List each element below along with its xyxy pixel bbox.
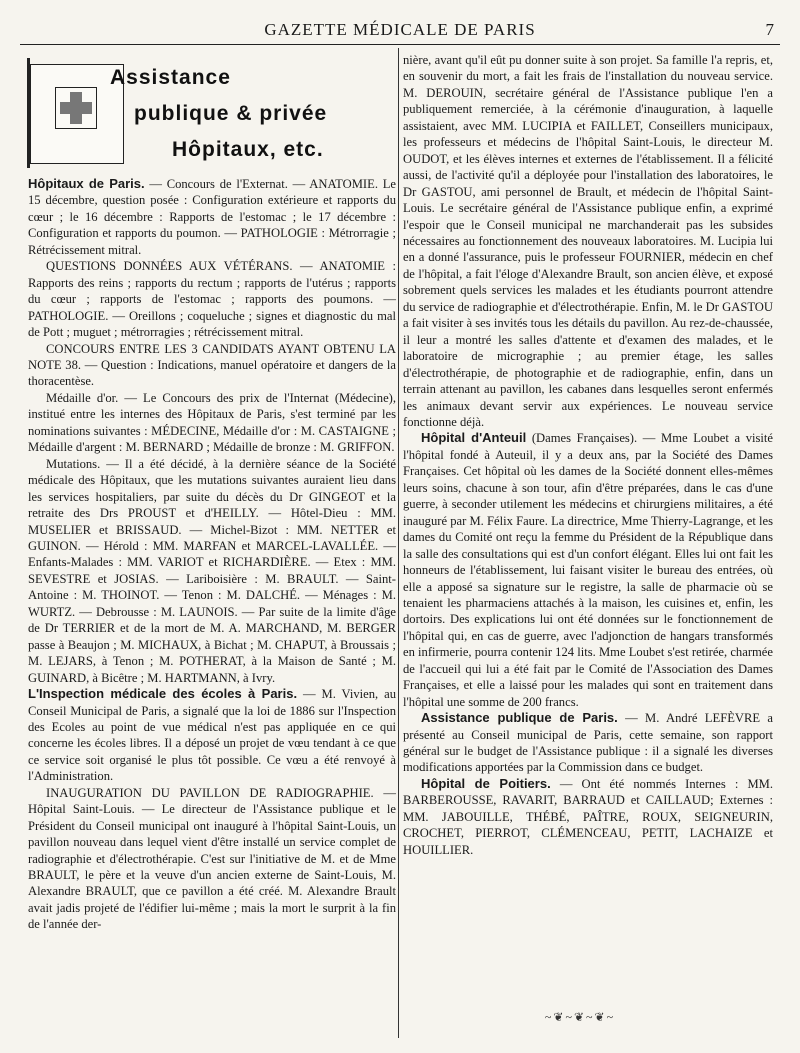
paragraph: Hôpital d'Anteuil (Dames Françaises). — Mme Loubet a visité l'hôpital fondé à Auteuil, il y a deux ans, par la Société des Dames Françaises. Cet hôpital où les dames de la Société donnent elles-mêmes leurs soins, chacune à son tour, afin d'être préparées, dans le cas d'une guerre, à seconder utilement les médecins et chirurgiens militaires, a été inauguré par M. Félix Faure. La directrice, Mme Thierry-Lagrange, et les dames du Comité ont reçu la femme du Président de la République dans la salle des consultations qui est d'un confort élégant. Elles lui ont fait les honneurs de l'établissement, lui faisant visiter le bureau des entrées, où elle a apposé sa signature sur le registre, la salle de pharmacie où se tenaient les pharmaciens attachés à la maison, les cuisines et, enfin, les dortoirs. Des explications lui ont été données sur le fonctionnement de l'hôpital qui, en cas de guerre, avec l'adjonction de hangars transformés en infirmerie, pourra contenir 124 lits. Mme Loubet s'est retirée, charmée de l'accueil qui lui a été fait par le Comité de l'Association des Dames Françaises, et elle a laissé pour les malades qui sont en traitement dans l'hôpital une somme de 200 francs. <box>403 430 773 709</box>
journal-title: GAZETTE MÉDICALE DE PARIS <box>264 20 536 39</box>
paragraph: Médaille d'or. — Le Concours des prix de l'Internat (Médecine), institué entre les internes des Hôpitaux de Paris, s'est terminé par les nominations suivantes : MÉDECINE, Médaille d'or : M. CASTAIGNE ; Médaille d'argent : M. BERNARD ; Médaille de bronze : M. GRIFFON. <box>28 390 396 455</box>
page-header <box>20 18 780 45</box>
section-banner <box>24 52 394 170</box>
page-number: 7 <box>765 20 774 39</box>
paragraph: CONCOURS ENTRE LES 3 CANDIDATS AYANT OBTENU LA NOTE 38. — Question : Indications, manuel opératoire et dangers de la thoracentèse. <box>28 341 396 389</box>
paragraph: QUESTIONS DONNÉES AUX VÉTÉRANS. — ANATOMIE : Rapports des reins ; rapports du rectum ; rapports de l'utérus ; rapports du cœur ; rapports de l'estomac ; rapports des poumons. — PATHOLOGIE. — Oreillons ; coqueluche ; signes et diagnostic du mal de Pott ; muguet ; métrorragies ; rétrécissement mitral. <box>28 259 396 340</box>
paragraph: Mutations. — Il a été décidé, à la dernière séance de la Société médicale des Hôpitaux, que les mutations suivantes auraient lieu dans les services hospitaliers, par suite du décès du Dr GINGEOT et la retraite des Drs PROUST et d'HEILLY. — Hôtel-Dieu : MM. MUSELIER et BRISSAUD. — Michel-Bizot : MM. NETTER et GUINON. — Hérold : MM. MARFAN et MARCEL-LAVALLÉE. — Enfants-Malades : MM. VARIOT et RICHARDIÈRE. — Etex : MM. SEVESTRE et JOSIAS. — Lariboisière : M. BRAULT. — Saint-Antoine : M. THOINOT. — Tenon : M. DALCHÉ. — Ménages : M. WURTZ. — Debrousse : M. LAUNOIS. — Par suite de la limite d'âge de Dr TERRIER et de la mort de M. A. MARCHAND, M. BERGER passe à Beaujon ; M. MICHAUX, à Bichat ; M. CHAPUT, à Broussais ; M. LEJARS, à Tenon ; M. POTHERAT, à la Maison de Santé ; M. GUINARD, à Bicêtre ; M. HARTMANN, à Ivry. <box>28 456 396 685</box>
paragraph: Hôpital de Poitiers. — Ont été nommés Internes : MM. BARBEROUSSE, RAVARIT, BARRAUD et CAILLAUD; Externes : MM. JABOUILLE, THÉBÉ, PAÎTRE, ROUX, SEIGNEURIN, CROCHET, PIERROT, CLÉMENCEAU, PETIT, LACHAIZE et HOUILLIER. <box>403 775 774 857</box>
ornament-icon: ~❦~❦~❦~ <box>544 1010 616 1024</box>
paragraph: Assistance publique de Paris. — M. André LEFÈVRE a présenté au Conseil municipal de Paris, cette semaine, son rapport général sur le budget de l'Assistance publique : il a signalé les diverses modifications apportées par la Commission dans ce budget. <box>403 710 773 775</box>
paragraph: INAUGURATION DU PAVILLON DE RADIOGRAPHIE. — Hôpital Saint-Louis. — Le directeur de l'Assistance publique et le Président du Conseil municipal ont inauguré à l'hôpital Saint-Louis, un pavillon nouveau dans lequel vient d'être installé un service complet de radiographie et d'électrothérapie. C'est sur l'initiative de M. et de Mme BRAULT, le père et la veuve d'un ancien externe de Saint-Louis, M. Alexandre BRAULT, que ce pavillon a été créé. M. Alexandre Brault avait jadis projeté de l'édifier lui-même ; mais la mort le surprit à la fin de l'année der- <box>28 785 396 932</box>
banner-line-2: publique & privée <box>134 102 328 125</box>
banner-line-3: Hôpitaux, etc. <box>172 138 324 161</box>
left-column <box>28 176 396 933</box>
banner-line-1: Assistance <box>110 66 231 89</box>
paragraph: Hôpitaux de Paris. — Concours de l'Externat. — ANATOMIE. Le 15 décembre, question posée : Configuration extérieure et rapports du cœur ; le 16 décembre : Rapports de l'estomac ; le 17 décembre : Configuration et rapports du poumon. — PATHOLOGIE : Métrorragie ; Rétrécissement mitral. <box>28 176 396 257</box>
paragraph: nière, avant qu'il eût pu donner suite à son projet. Sa famille l'a repris, et, en souvenir du mort, a fait les frais de l'installation du nouveau service. M. DEROUIN, secrétaire général de l'Assistance publique l'en a publiquement remerciée, à la cérémonie d'inauguration, à laquelle assistaient, avec MM. LUCIPIA et FAILLET, Conseillers municipaux, les professeurs et médecins de l'hôpital Saint-Louis, le directeur M. OUDOT, et les élèves internes et externes de l'établissement. Il a félicité aussi, de l'activité qu'il a déployée pour l'installation des laboratoires, le Dr GASTOU, ami personnel de Brault, et médecin de l'hôpital Saint-Louis. Le secrétaire général de l'Assistance publique enfin, a exprimé l'espoir que le Conseil municipal ne marchanderait pas les subsides nécessaires au fonctionnement des nouveaux laboratoires. M. Lucipia lui en a donné l'assurance, puis le professeur FOURNIER, médecin en chef de l'hôpital, a fait l'éloge d'Alexandre Brault, son ancien élève, et exposé sobrement quels services les malades et les étudiants pourront attendre du service de radiographie et d'électrothérapie. Enfin, M. le Dr GASTOU a fait visiter à ses invités tous les détails du pavillon. Au rez-de-chaussée, il leur a montré les salles d'attente et d'examen des malades, et le laboratoire de micrographie ; au premier étage, les salles d'électrothérapie, de photographie et de radiographie, enfin, dans un terrain attenant au pavillon, les cabanes dans lesquelles seront enfermés les animaux devant servir aux expériences. Le nouveau service fonctionne déjà. <box>403 53 773 429</box>
column-divider <box>398 48 399 1038</box>
paragraph: L'Inspection médicale des écoles à Paris. — M. Vivien, au Conseil Municipal de Paris, a signalé que la loi de 1886 sur l'Inspection des Ecoles au point de vue médical n'est pas appliquée en ce qui concerne les écoles libres. Il a déposé un projet de vœu tendant à ce que ce service soit organisé le plus tôt possible. Ce vœu a été renvoyé à l'Administration. <box>28 686 396 784</box>
cross-icon <box>55 87 97 129</box>
right-column <box>403 52 773 858</box>
